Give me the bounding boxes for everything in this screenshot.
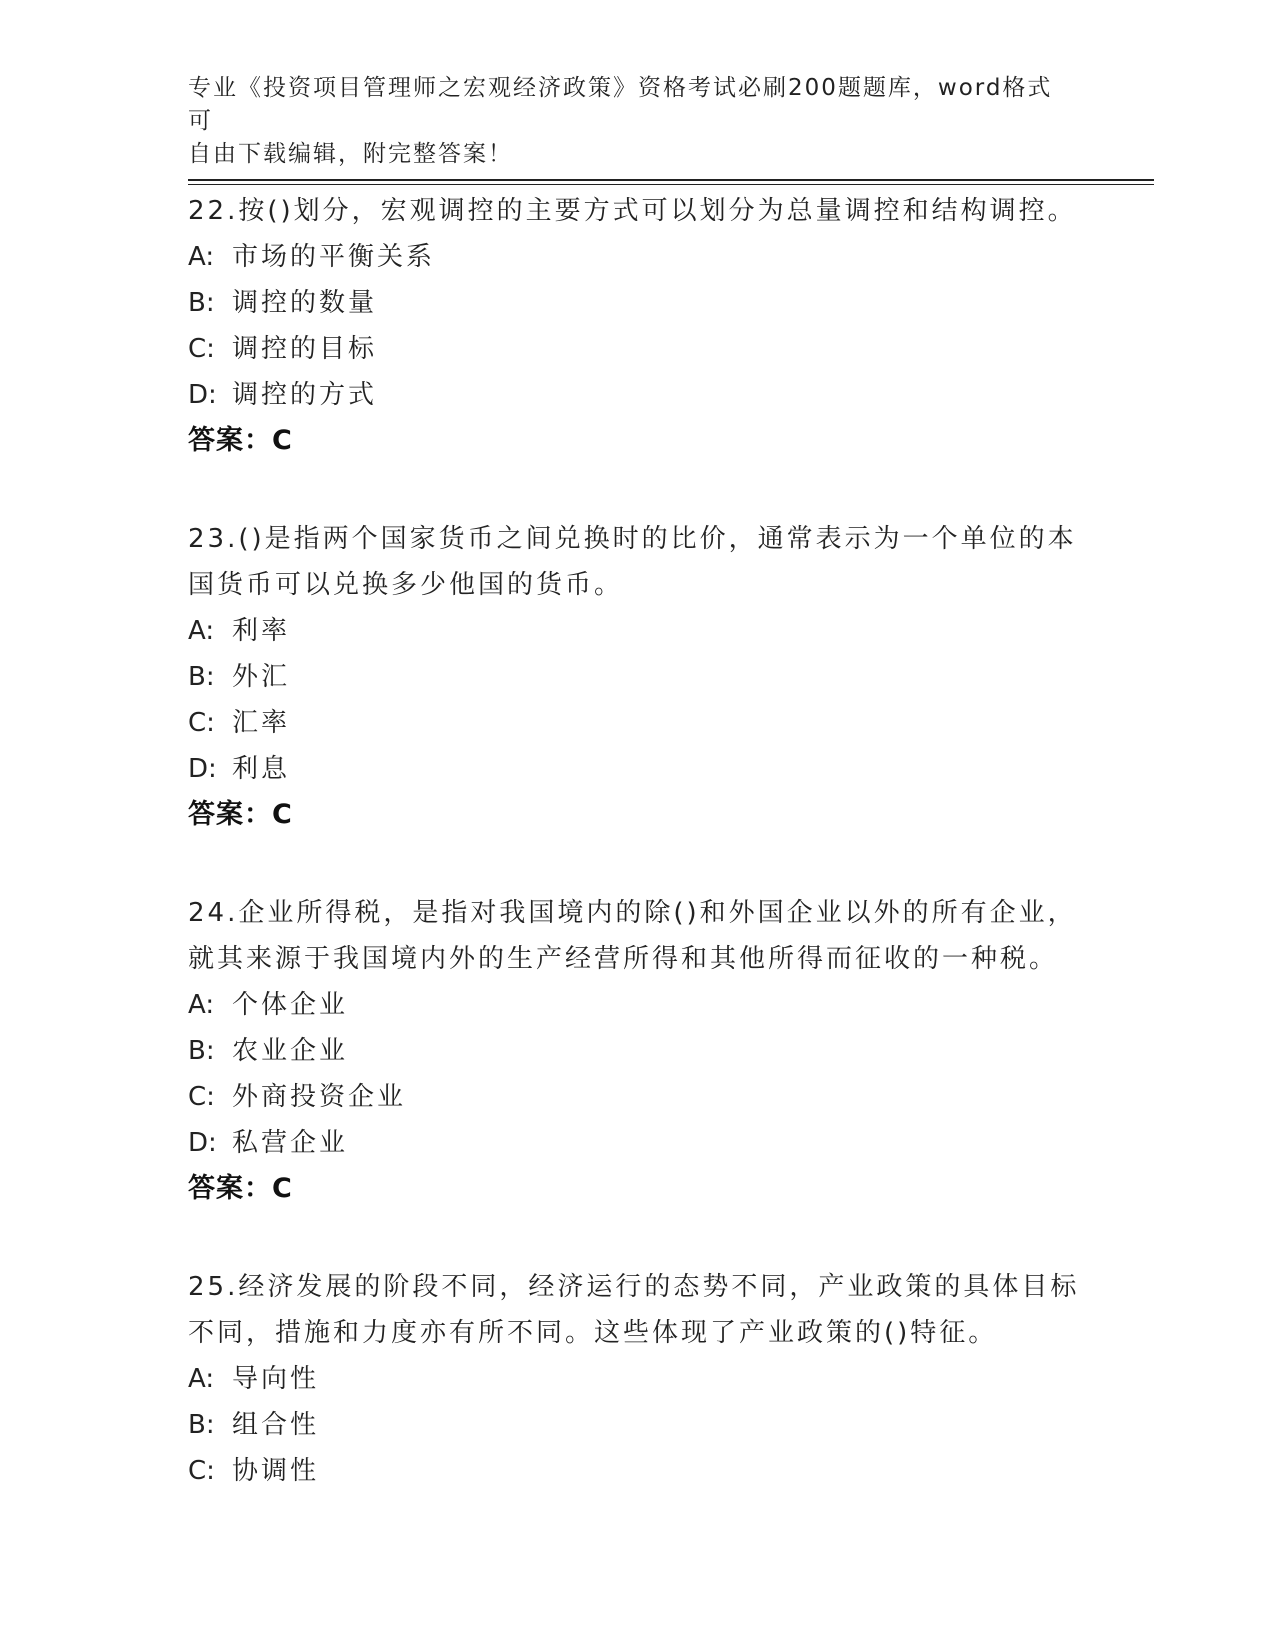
option-text: 导向性 bbox=[232, 1364, 320, 1394]
option-text: 外商投资企业 bbox=[232, 1082, 407, 1112]
answer-label: 答案：C bbox=[188, 799, 293, 830]
header-line-2: 自由下载编辑，附完整答案！ bbox=[188, 141, 513, 167]
option-b bbox=[188, 280, 1088, 326]
option-key: B: bbox=[188, 662, 215, 692]
option-text: 调控的方式 bbox=[232, 380, 378, 410]
option-text: 市场的平衡关系 bbox=[232, 242, 436, 272]
option-text: 协调性 bbox=[232, 1456, 320, 1486]
option-key: A: bbox=[188, 616, 215, 646]
option-key: B: bbox=[188, 288, 215, 318]
option-text: 调控的目标 bbox=[232, 334, 378, 364]
question-text: 24.企业所得税，是指对我国境内的除()和外国企业以外的所有企业，就其来源于我国境内外的生产经营所得和其他所得而征收的一种税。 bbox=[188, 898, 1077, 974]
option-key: B: bbox=[188, 1410, 215, 1440]
option-a bbox=[188, 982, 1088, 1028]
option-text: 利息 bbox=[232, 754, 291, 784]
option-a bbox=[188, 608, 1088, 654]
question-text: 23.()是指两个国家货币之间兑换时的比价，通常表示为一个单位的本国货币可以兑换多少他国的货币。 bbox=[188, 524, 1077, 600]
option-text: 组合性 bbox=[232, 1410, 320, 1440]
option-text: 汇率 bbox=[232, 708, 291, 738]
option-text: 外汇 bbox=[232, 662, 291, 692]
option-key: A: bbox=[188, 242, 215, 272]
option-key: B: bbox=[188, 1036, 215, 1066]
option-d bbox=[188, 372, 1088, 418]
option-key: C: bbox=[188, 334, 215, 364]
question-25 bbox=[188, 1264, 1088, 1494]
question-text: 22.按()划分，宏观调控的主要方式可以划分为总量调控和结构调控。 bbox=[188, 196, 1077, 226]
option-d bbox=[188, 746, 1088, 792]
question-list bbox=[188, 188, 1088, 1546]
option-b bbox=[188, 1402, 1088, 1448]
option-c bbox=[188, 700, 1088, 746]
question-24 bbox=[188, 890, 1088, 1212]
option-b bbox=[188, 1028, 1088, 1074]
answer-label: 答案：C bbox=[188, 1173, 293, 1204]
header-rule-thick bbox=[188, 179, 1154, 181]
option-text: 利率 bbox=[232, 616, 291, 646]
question-text: 25.经济发展的阶段不同，经济运行的态势不同，产业政策的具体目标不同，措施和力度亦有所不同。这些体现了产业政策的()特征。 bbox=[188, 1272, 1080, 1348]
header-rule-thin bbox=[188, 184, 1154, 185]
option-text: 个体企业 bbox=[232, 990, 349, 1020]
option-key: D: bbox=[188, 380, 217, 410]
option-key: C: bbox=[188, 1456, 215, 1486]
option-c bbox=[188, 1074, 1088, 1120]
option-key: A: bbox=[188, 1364, 215, 1394]
option-a bbox=[188, 234, 1088, 280]
question-22 bbox=[188, 188, 1088, 464]
option-b bbox=[188, 654, 1088, 700]
answer-label: 答案：C bbox=[188, 425, 293, 456]
option-key: D: bbox=[188, 1128, 217, 1158]
option-a bbox=[188, 1356, 1088, 1402]
header-line-1: 专业《投资项目管理师之宏观经济政策》资格考试必刷200题题库，word格式可 bbox=[188, 75, 1053, 134]
option-key: C: bbox=[188, 1082, 215, 1112]
option-key: D: bbox=[188, 754, 217, 784]
option-text: 调控的数量 bbox=[232, 288, 378, 318]
option-text: 私营企业 bbox=[232, 1128, 349, 1158]
document-header bbox=[188, 72, 1068, 171]
option-text: 农业企业 bbox=[232, 1036, 349, 1066]
option-key: A: bbox=[188, 990, 215, 1020]
option-c bbox=[188, 1448, 1088, 1494]
option-c bbox=[188, 326, 1088, 372]
option-d bbox=[188, 1120, 1088, 1166]
option-key: C: bbox=[188, 708, 215, 738]
question-23 bbox=[188, 516, 1088, 838]
